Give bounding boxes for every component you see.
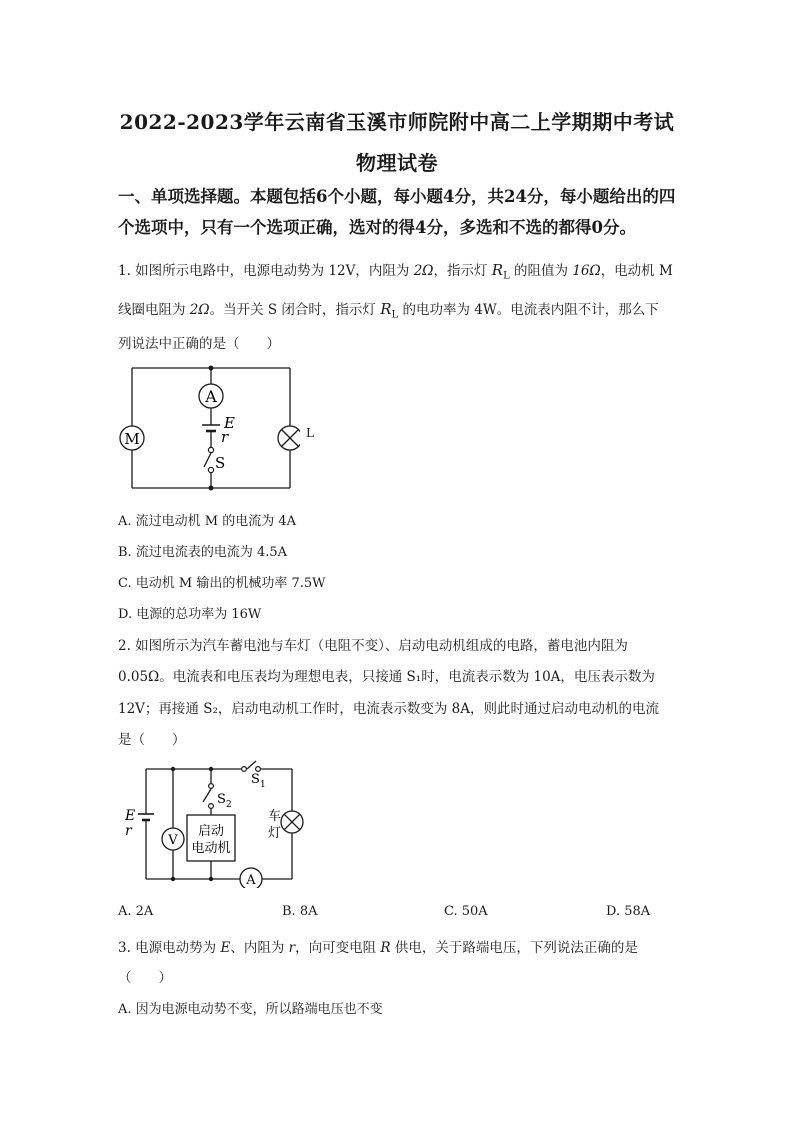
q3-line2: （ ）: [118, 970, 172, 986]
starter-motor-label-line2: 电动机: [191, 841, 231, 856]
exam-title: 2022-2023学年云南省玉溪市师院附中高二上学期期中考试: [119, 110, 675, 134]
switch-s2-subscript: 2: [226, 800, 232, 810]
starter-motor-label-line1: 启动: [197, 824, 225, 839]
switch-label: S: [215, 454, 226, 472]
q2-option-b: B. 8A: [282, 904, 318, 919]
q1-line2: 线圈电阻为 2Ω。当开关 S 闭合时，指示灯 $R_L$ 的电功率为 4W。电流表内阻不计，那么下: [118, 300, 659, 321]
q1-option-d: D. 电源的总功率为 16W: [118, 607, 262, 622]
section-heading-line1: 一、单项选择题。本题包括6个小题，每小题4分，共24分，每小题给出的四: [118, 187, 676, 206]
internal-resistance-label: r: [221, 428, 229, 446]
car-lamp-label-line2: 灯: [268, 826, 282, 841]
q3-option-a: A. 因为电源电动势不变，所以路端电压也不变: [118, 1002, 383, 1017]
q1-option-a: A. 流过电动机 M 的电流为 4A: [118, 514, 297, 529]
q2-line1: 2. 如图所示为汽车蓄电池与车灯（电阻不变）、启动电动机组成的电路，蓄电池内阻为: [118, 638, 628, 654]
car-lamp-label-line1: 车: [268, 809, 282, 824]
q1-line3: 列说法中正确的是（ ）: [118, 336, 280, 352]
q2-option-a: A. 2A: [118, 904, 154, 919]
q2-circuit-diagram: [116, 756, 306, 888]
q2-ammeter-label: A: [246, 873, 256, 888]
q1-option-b: B. 流过电流表的电流为 4.5A: [118, 545, 288, 560]
q1-option-c: C. 电动机 M 输出的机械功率 7.5W: [118, 576, 326, 591]
q2-option-d: D. 58A: [606, 904, 651, 919]
lamp-label-subscript: L: [306, 426, 314, 440]
q2-option-c: C. 50A: [444, 904, 488, 919]
exam-subtitle: 物理试卷: [356, 151, 438, 175]
q2-line4: 是（ ）: [118, 732, 186, 748]
switch-s1-subscript: 1: [260, 780, 266, 790]
emf-label: E: [224, 414, 235, 432]
section-heading-line2: 个选项中，只有一个选项正确，选对的得4分，多选和不选的都得0分。: [118, 218, 636, 237]
q2-line2: 0.05Ω。电流表和电压表均为理想电表，只接通 S₁时，电流表示数为 10A，电压表示数为: [118, 669, 655, 685]
ammeter-label: A: [205, 387, 217, 406]
q1-circuit-diagram: [114, 362, 300, 494]
q2-line3: 12V；再接通 S₂，启动电动机工作时，电流表示数变为 8A，则此时通过启动电动机的电流: [118, 701, 660, 717]
switch-s2-label: S: [217, 792, 226, 807]
q3-line1: 3. 电源电动势为 E、内阻为 r，向可变电阻 R 供电，关于路端电压，下列说法正确的是: [118, 940, 638, 956]
q2-internal-resistance-label: r: [125, 823, 132, 839]
q2-emf-label: E: [125, 808, 136, 824]
voltmeter-label: V: [168, 833, 178, 848]
lamp-symbol: [278, 426, 300, 450]
switch-s1-label: S: [251, 772, 260, 787]
motor-label: M: [124, 430, 140, 448]
q1-line1: 1. 如图所示电路中，电源电动势为 12V，内阻为 2Ω，指示灯 $R_L$ 的阻值为 16Ω，电动机 M: [118, 261, 673, 282]
